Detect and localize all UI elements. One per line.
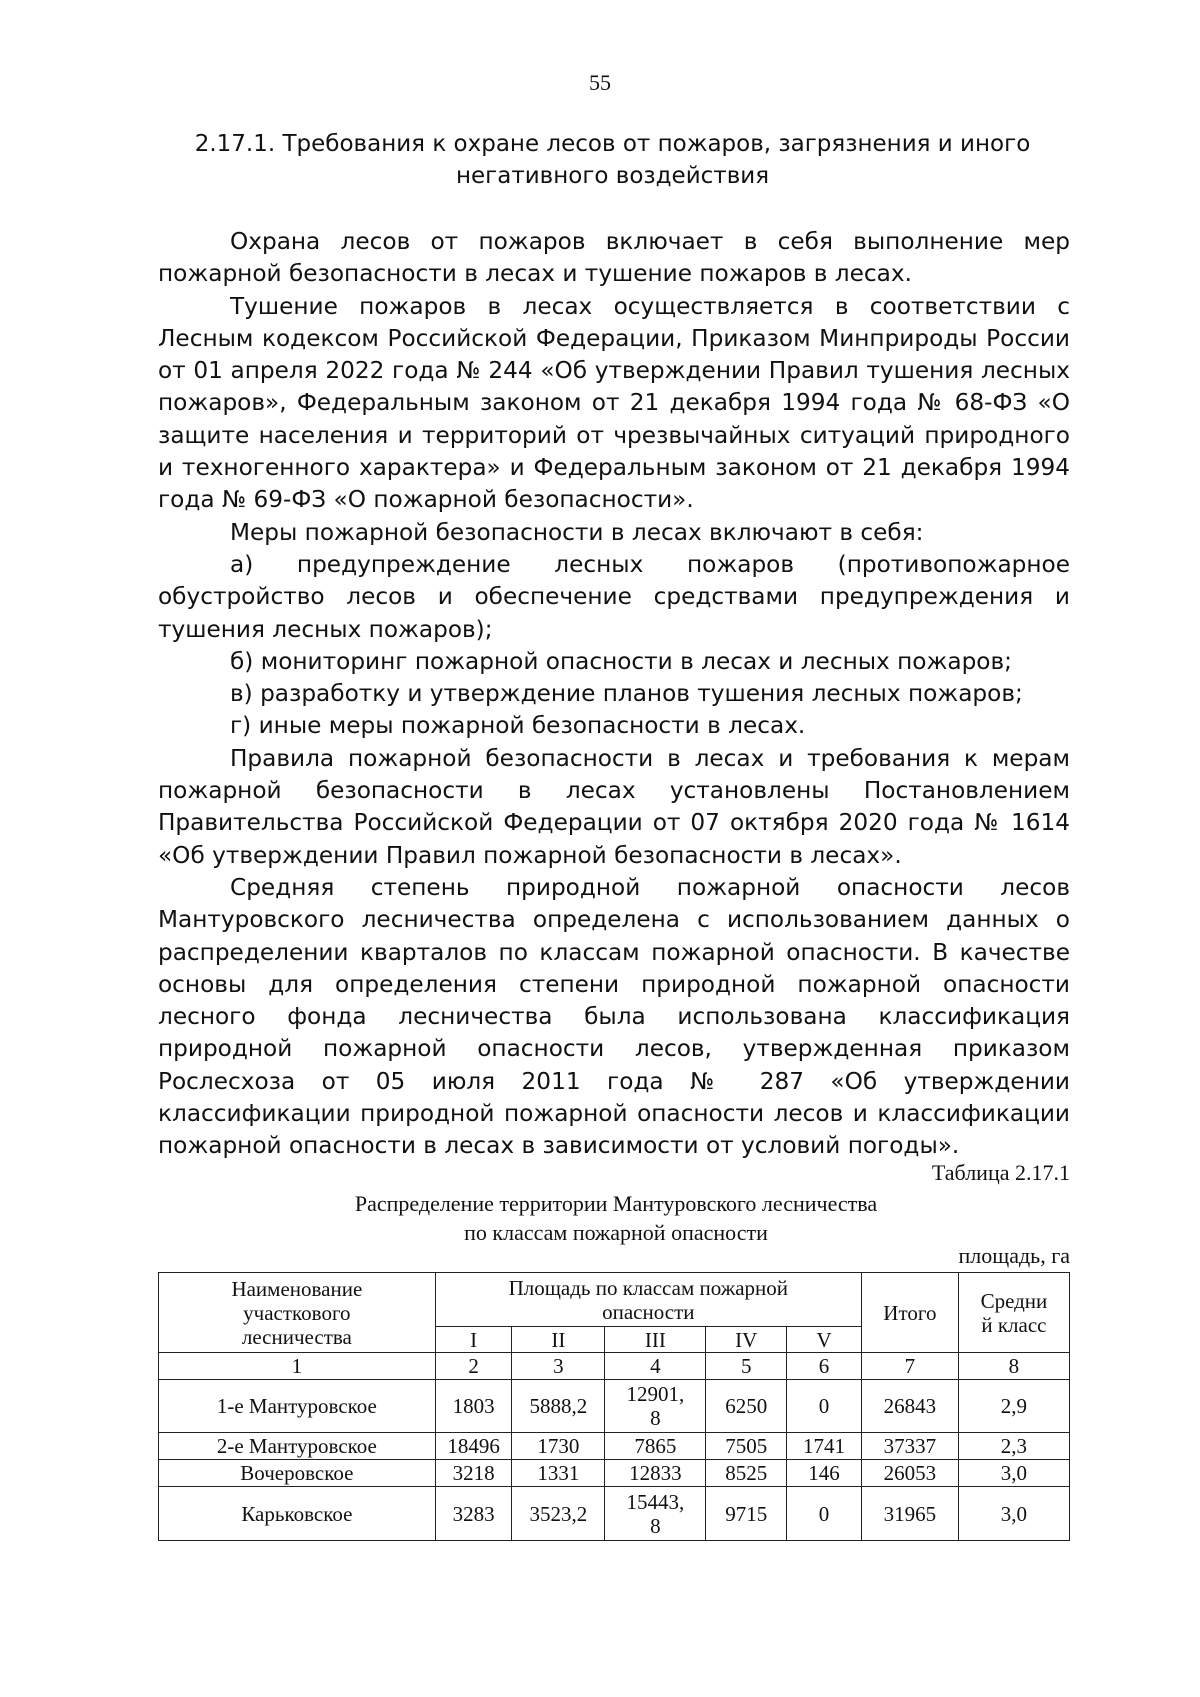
header-area-line: опасности bbox=[602, 1299, 695, 1324]
class-iii-value-line: 8 bbox=[650, 1513, 661, 1538]
class-ii-cell: 1331 bbox=[512, 1460, 605, 1487]
class-iii-cell: 12833 bbox=[605, 1460, 706, 1487]
class-iii-value-line: 8 bbox=[650, 1406, 661, 1430]
class-ii-cell: 1730 bbox=[512, 1433, 605, 1460]
column-number-cell: 3 bbox=[512, 1353, 605, 1380]
forestry-name-cell: 1-е Мантуровское bbox=[159, 1380, 436, 1433]
section-heading bbox=[160, 128, 1065, 192]
table-title-line: по классам пожарной опасности bbox=[464, 1220, 768, 1245]
section-heading-line: негативного воздействия bbox=[455, 163, 770, 189]
class-v-cell: 0 bbox=[787, 1487, 862, 1541]
avg-class-cell: 2,9 bbox=[958, 1380, 1069, 1433]
total-cell: 26053 bbox=[861, 1460, 958, 1487]
class-i-cell: 3283 bbox=[435, 1487, 512, 1541]
table-title bbox=[0, 1189, 1200, 1247]
column-number-row bbox=[159, 1353, 1070, 1380]
column-number-cell: 2 bbox=[435, 1353, 512, 1380]
total-cell: 31965 bbox=[861, 1487, 958, 1541]
table-title-line: Распределение территории Мантуровского лесничества bbox=[354, 1191, 878, 1216]
class-header-cell: II bbox=[512, 1327, 605, 1353]
body-text bbox=[158, 226, 1070, 1163]
section-heading-line: 2.17.1. Требования к охране лесов от пожаров, загрязнения и иного bbox=[194, 131, 1031, 157]
table-units: площадь, га bbox=[958, 1243, 1070, 1268]
class-header-cell: V bbox=[787, 1327, 862, 1353]
class-v-cell: 146 bbox=[787, 1460, 862, 1487]
class-v-cell: 1741 bbox=[787, 1433, 862, 1460]
page-number: 55 bbox=[589, 70, 611, 95]
column-number-cell: 7 bbox=[861, 1353, 958, 1380]
list-item: а) предупреждение лесных пожаров (противопожарное обустройство лесов и обеспечение средствами предупреждения и тушения лесных пожаров); bbox=[158, 550, 1070, 643]
avg-class-cell: 2,3 bbox=[958, 1433, 1069, 1460]
header-avg-cell bbox=[958, 1273, 1069, 1353]
paragraph: Тушение пожаров в лесах осуществляется в соответствии с Лесным кодексом Российской Федерации, Приказом Минприроды России от 01 апреля 2022 года № 244 «Об утверждении Правил тушения лесных пожаров», Федеральным законом от 21 декабря 1994 года № 68-ФЗ «О защите населения и территорий от чрезвычайных ситуаций природного и техногенного характера» и Федеральным законом от 21 декабря 1994 года № 69-ФЗ «О пожарной безопасности». bbox=[158, 292, 1070, 514]
class-iii-cell bbox=[605, 1487, 706, 1541]
forestry-name-cell: Вочеровское bbox=[159, 1460, 436, 1487]
class-header-cell: III bbox=[605, 1327, 706, 1353]
paragraph: Охрана лесов от пожаров включает в себя выполнение мер пожарной безопасности в лесах и тушение пожаров в лесах. bbox=[158, 228, 1070, 288]
class-iv-cell: 6250 bbox=[706, 1380, 787, 1433]
table-number: Таблица 2.17.1 bbox=[931, 1160, 1070, 1185]
fire-class-table bbox=[158, 1272, 1070, 1541]
paragraph: Средняя степень природной пожарной опасности лесов Мантуровского лесничества определена с использованием данных о распределении кварталов по классам пожарной опасности. В качестве основы для определения степени природной пожарной опасности лесного фонда лесничества была использована классификация природной пожарной опасности лесов, утвержденная приказом Рослесхоза от 05 июля 2011 года № 287 «Об утверждении классификации природной пожарной опасности лесов и классификации пожарной опасности в лесах в зависимости от условий погоды». bbox=[158, 873, 1070, 1160]
column-number-cell: 8 bbox=[958, 1353, 1069, 1380]
table-row bbox=[159, 1487, 1070, 1541]
class-header-cell: I bbox=[435, 1327, 512, 1353]
column-number-cell: 6 bbox=[787, 1353, 862, 1380]
header-name-cell bbox=[159, 1273, 436, 1353]
class-i-cell: 18496 bbox=[435, 1433, 512, 1460]
class-iv-cell: 8525 bbox=[706, 1460, 787, 1487]
paragraph: Меры пожарной безопасности в лесах включают в себя: bbox=[230, 518, 924, 546]
paragraph: Правила пожарной безопасности в лесах и требования к мерам пожарной безопасности в лесах установлены Постановлением Правительства Российской Федерации от 07 октября 2020 года № 1614 «Об утверждении Правил пожарной безопасности в лесах». bbox=[158, 744, 1070, 869]
header-name-line: лесничества bbox=[241, 1324, 352, 1349]
list-item: г) иные меры пожарной безопасности в лесах. bbox=[230, 712, 806, 740]
header-area-cell bbox=[435, 1273, 861, 1327]
total-cell: 37337 bbox=[861, 1433, 958, 1460]
table-header-row bbox=[159, 1273, 1070, 1327]
forestry-name-cell: 2-е Мантуровское bbox=[159, 1433, 436, 1460]
header-name-line: участкового bbox=[243, 1300, 351, 1325]
class-iii-value-line: 15443, bbox=[626, 1489, 685, 1514]
list-item: б) мониторинг пожарной опасности в лесах и лесных пожаров; bbox=[230, 647, 1012, 675]
class-iv-cell: 7505 bbox=[706, 1433, 787, 1460]
total-cell: 26843 bbox=[861, 1380, 958, 1433]
table-row bbox=[159, 1380, 1070, 1433]
column-number-cell: 5 bbox=[706, 1353, 787, 1380]
avg-class-cell: 3,0 bbox=[958, 1460, 1069, 1487]
header-name-line: Наименование bbox=[231, 1276, 363, 1301]
list-item: в) разработку и утверждение планов тушения лесных пожаров; bbox=[230, 680, 1023, 708]
class-ii-cell: 3523,2 bbox=[512, 1487, 605, 1541]
class-iv-cell: 9715 bbox=[706, 1487, 787, 1541]
class-iii-cell bbox=[605, 1380, 706, 1433]
class-i-cell: 3218 bbox=[435, 1460, 512, 1487]
header-avg-line: й класс bbox=[981, 1312, 1047, 1337]
header-total-cell: Итого bbox=[861, 1273, 958, 1353]
class-iii-value-line: 12901, bbox=[626, 1382, 685, 1406]
header-avg-line: Средни bbox=[980, 1288, 1048, 1313]
class-v-cell: 0 bbox=[787, 1380, 862, 1433]
class-iii-cell: 7865 bbox=[605, 1433, 706, 1460]
class-header-cell: IV bbox=[706, 1327, 787, 1353]
avg-class-cell: 3,0 bbox=[958, 1487, 1069, 1541]
class-ii-cell: 5888,2 bbox=[512, 1380, 605, 1433]
header-area-line: Площадь по классам пожарной bbox=[508, 1275, 789, 1300]
table-row bbox=[159, 1460, 1070, 1487]
forestry-name-cell: Карьковское bbox=[159, 1487, 436, 1541]
class-i-cell: 1803 bbox=[435, 1380, 512, 1433]
column-number-cell: 1 bbox=[159, 1353, 436, 1380]
column-number-cell: 4 bbox=[605, 1353, 706, 1380]
table-row bbox=[159, 1433, 1070, 1460]
